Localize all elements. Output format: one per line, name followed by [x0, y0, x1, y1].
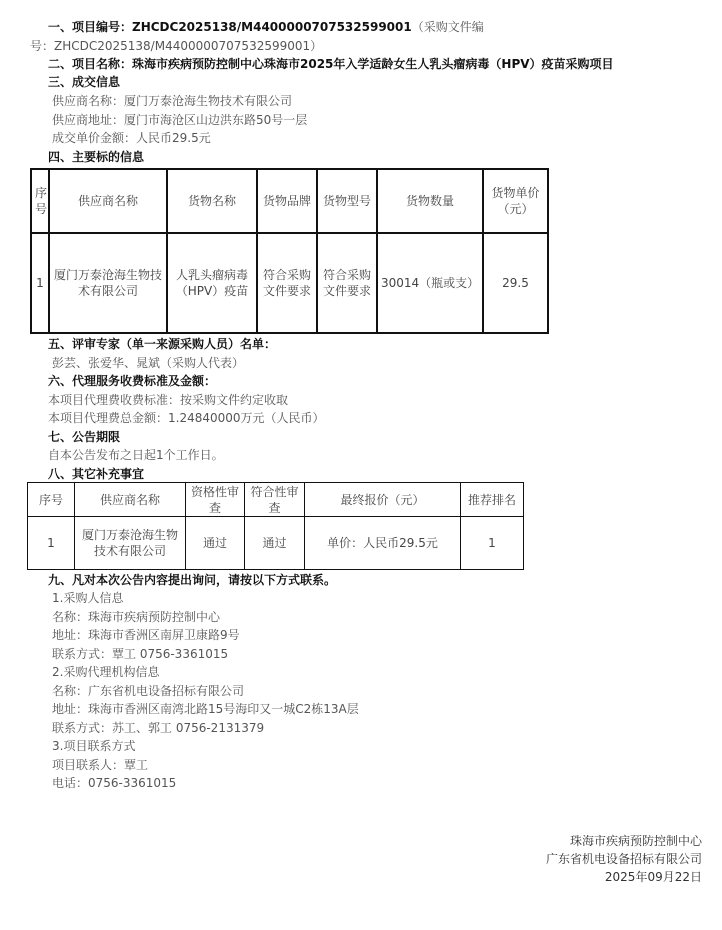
col-quantity: 货物数量	[377, 169, 483, 233]
agency-fee-amount: 本项目代理费总金额：1.24840000万元（人民币）	[48, 411, 325, 425]
footer-org-2: 广东省机电设备招标有限公司	[545, 852, 702, 866]
col-final-quote: 最终报价（元）	[305, 483, 461, 517]
section-3-heading: 三、成交信息	[48, 75, 121, 89]
table-row	[28, 517, 524, 570]
footer-org-1: 珠海市疾病预防控制中心	[569, 834, 702, 848]
col-rank: 推荐排名	[461, 483, 524, 517]
table-header-row	[31, 169, 548, 233]
supplement-table	[27, 482, 524, 570]
agency-name: 名称：广东省机电设备招标有限公司	[52, 684, 245, 698]
table-header-row	[28, 483, 524, 517]
cell-qualification-review: 通过	[186, 517, 245, 570]
col-goods-name: 货物名称	[167, 169, 257, 233]
supplier-address: 供应商地址：厦门市海沧区山边洪东路50号一层	[52, 113, 308, 127]
col-compliance-review: 符合性审查	[245, 483, 305, 517]
cell-index: 1	[28, 517, 75, 570]
agency-contact: 联系方式：苏工、郭工 0756-2131379	[52, 721, 265, 735]
table-row	[31, 233, 548, 333]
project-number-note: （采购文件编	[411, 20, 484, 34]
agency-info-heading: 2.采购代理机构信息	[52, 665, 160, 679]
agency-fee-standard: 本项目代理费收费标准：按采购文件约定收取	[48, 393, 289, 407]
cell-index: 1	[31, 233, 49, 333]
supplier-name: 供应商名称：厦门万泰沧海生物技术有限公司	[52, 94, 293, 108]
purchaser-address: 地址：珠海市香洲区南屏卫康路9号	[52, 628, 240, 642]
project-contact-person: 项目联系人：覃工	[52, 758, 149, 772]
expert-names: 彭芸、张爱华、晁斌（采购人代表）	[52, 356, 245, 370]
col-index: 序号	[28, 483, 75, 517]
cell-rank: 1	[461, 517, 524, 570]
cell-supplier: 厦门万泰沧海生物技术有限公司	[49, 233, 167, 333]
cell-unit-price: 29.5	[483, 233, 548, 333]
cell-final-quote: 单价：人民币29.5元	[305, 517, 461, 570]
cell-brand: 符合采购文件要求	[257, 233, 317, 333]
cell-model: 符合采购文件要求	[317, 233, 377, 333]
col-index: 序号	[31, 169, 49, 233]
cell-supplier: 厦门万泰沧海生物技术有限公司	[75, 517, 186, 570]
cell-quantity: 30014（瓶或支）	[377, 233, 483, 333]
project-contact-heading: 3.项目联系方式	[52, 739, 136, 753]
col-supplier: 供应商名称	[75, 483, 186, 517]
cell-goods-name: 人乳头瘤病毒（HPV）疫苗	[167, 233, 257, 333]
section-7-heading: 七、公告期限	[48, 430, 121, 444]
col-brand: 货物品牌	[257, 169, 317, 233]
project-name: 二、项目名称：珠海市疾病预防控制中心珠海市2025年入学适龄女生人乳头瘤病毒（HPV）疫苗采购项目	[48, 57, 614, 71]
section-9-heading: 九、凡对本次公告内容提出询问，请按以下方式联系。	[48, 573, 337, 587]
notice-period: 自本公告发布之日起1个工作日。	[48, 448, 224, 462]
section-4-heading: 四、主要标的信息	[48, 150, 145, 164]
project-number: 一、项目编号：ZHCDC2025138/M4400000707532599001	[48, 20, 412, 34]
footer-date: 2025年09月22日	[604, 870, 702, 884]
section-6-heading: 六、代理服务收费标准及金额：	[48, 374, 217, 388]
purchaser-name: 名称：珠海市疾病预防控制中心	[52, 610, 221, 624]
col-unit-price: 货物单价（元）	[483, 169, 548, 233]
section-5-heading: 五、评审专家（单一来源采购人员）名单：	[48, 337, 277, 351]
deal-price: 成交单价金额：人民币29.5元	[52, 131, 211, 145]
col-model: 货物型号	[317, 169, 377, 233]
section-1-heading	[48, 19, 484, 35]
cell-compliance-review: 通过	[245, 517, 305, 570]
purchaser-info-heading: 1.采购人信息	[52, 591, 124, 605]
project-contact-phone: 电话：0756-3361015	[52, 776, 177, 790]
section-8-heading: 八、其它补充事宜	[48, 467, 145, 481]
agency-address: 地址：珠海市香洲区南湾北路15号海印又一城C2栋13A层	[52, 702, 359, 716]
col-supplier: 供应商名称	[49, 169, 167, 233]
project-number-continued: 号：ZHCDC2025138/M4400000707532599001）	[30, 39, 323, 53]
purchaser-contact: 联系方式：覃工 0756-3361015	[52, 647, 229, 661]
main-items-table	[30, 168, 549, 334]
col-qualification-review: 资格性审查	[186, 483, 245, 517]
